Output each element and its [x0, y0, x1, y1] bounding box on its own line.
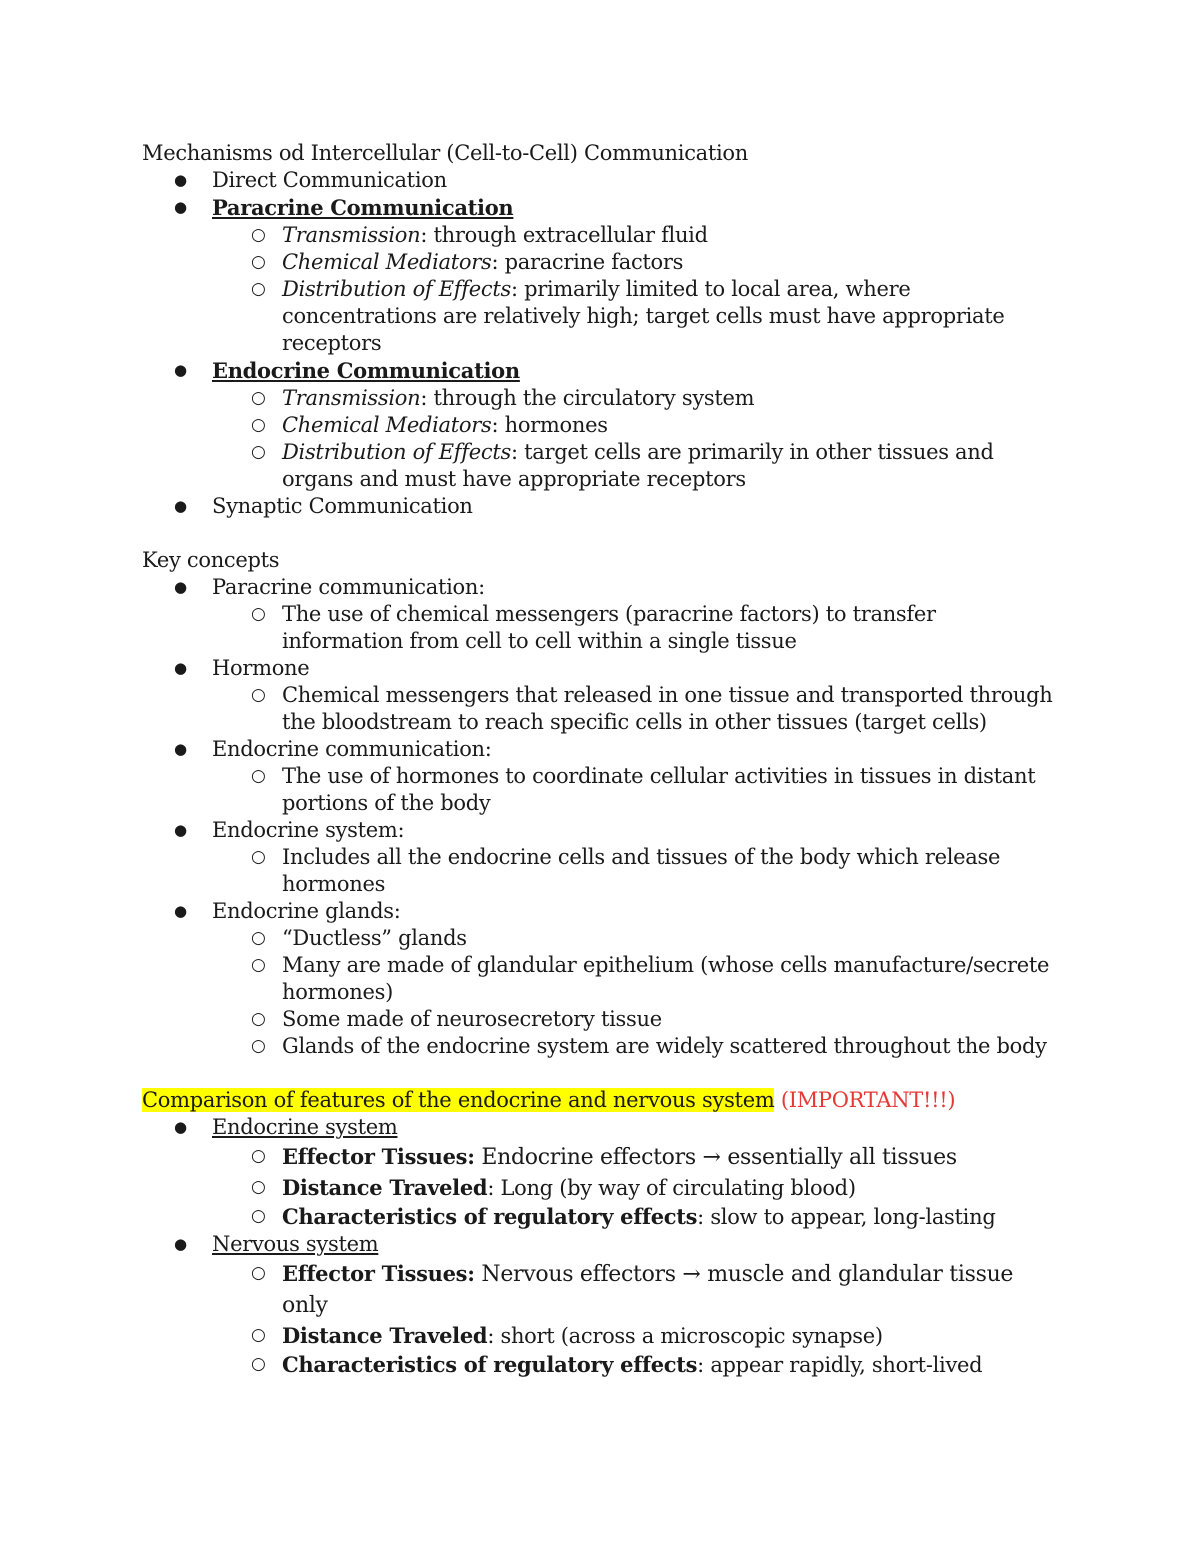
section-title-mechanisms: Mechanisms od Intercellular (Cell-to-Cell) Communication [142, 141, 749, 165]
comparison-title-highlighted: Comparison of features of the endocrine and nervous system [142, 1088, 775, 1112]
bullet-icon: ● [174, 198, 187, 216]
transmission-text: : through the circulatory system [420, 386, 755, 410]
distance-text: : Long (by way of circulating blood) [487, 1176, 856, 1200]
key-concepts-list [142, 574, 1062, 1060]
circle-bullet-icon: ○ [251, 279, 266, 299]
circle-bullet-icon: ○ [251, 1263, 266, 1283]
characteristics-label: Characteristics of regulatory effects [282, 1204, 698, 1229]
spacer [142, 1060, 1062, 1087]
circle-bullet-icon: ○ [251, 766, 266, 786]
item-synaptic-communication: Synaptic Communication [212, 494, 473, 518]
sublist-item [212, 601, 1062, 655]
circle-bullet-icon: ○ [251, 225, 266, 245]
item-paracrine-communication: Paracrine Communication [212, 195, 514, 220]
comparison-list [142, 1114, 1062, 1379]
list-item [142, 898, 1062, 1060]
sublist-item [212, 1033, 1062, 1060]
bullet-icon: ● [174, 171, 187, 189]
bullet-icon: ● [174, 902, 187, 920]
characteristics-text: : slow to appear, long-lasting [697, 1205, 996, 1229]
sublist-item [212, 682, 1062, 736]
distance-label: Distance Traveled [282, 1175, 488, 1200]
concept-endocrine-communication-sublist [212, 763, 1062, 817]
circle-bullet-icon: ○ [251, 1009, 266, 1029]
circle-bullet-icon: ○ [251, 1206, 266, 1226]
concept-hormone-label: Hormone [212, 656, 310, 680]
section-title-key-concepts: Key concepts [142, 548, 280, 572]
distribution-text: : target cells are primarily in other tissues and organs and must have appropriate receptors [282, 440, 994, 491]
comparison-endocrine-sublist [212, 1141, 1062, 1231]
bullet-icon: ● [174, 740, 187, 758]
sublist-item [212, 412, 1062, 439]
circle-bullet-icon: ○ [251, 442, 266, 462]
sublist-item [212, 763, 1062, 817]
endocrine-sublist [212, 385, 1062, 493]
circle-bullet-icon: ○ [251, 604, 266, 624]
circle-bullet-icon: ○ [251, 252, 266, 272]
effector-label: Effector Tissues: [282, 1144, 475, 1169]
comparison-nervous-label: Nervous system [212, 1232, 379, 1256]
comparison-endocrine-label: Endocrine system [212, 1115, 398, 1139]
concept-hormone-definition: Chemical messengers that released in one tissue and transported through the bloodstream to reach specific cells in other tissues (target cells) [282, 683, 1053, 734]
mediators-label: Chemical Mediators [282, 250, 492, 274]
concept-paracrine-sublist [212, 601, 1062, 655]
mediators-text: : paracrine factors [491, 250, 684, 274]
sublist-item [212, 844, 1062, 898]
characteristics-text: : appear rapidly, short-lived [697, 1353, 983, 1377]
sublist-item [212, 1141, 1062, 1173]
sublist-item [212, 925, 1062, 952]
bullet-icon: ● [174, 578, 187, 596]
circle-bullet-icon: ○ [251, 1036, 266, 1056]
circle-bullet-icon: ○ [251, 847, 266, 867]
distance-label: Distance Traveled [282, 1323, 488, 1348]
effector-label: Effector Tissues: [282, 1261, 475, 1286]
list-item [142, 1231, 1062, 1379]
circle-bullet-icon: ○ [251, 1146, 266, 1166]
list-item [142, 817, 1062, 898]
glands-point: Some made of neurosecretory tissue [282, 1007, 662, 1031]
circle-bullet-icon: ○ [251, 415, 266, 435]
bullet-icon: ● [174, 497, 187, 515]
item-direct-communication: Direct Communication [212, 168, 447, 192]
concept-endocrine-system-label: Endocrine system: [212, 818, 405, 842]
transmission-text: : through extracellular fluid [420, 223, 708, 247]
concept-paracrine-definition: The use of chemical messengers (paracrine factors) to transfer information from cell to cell within a single tissue [282, 602, 936, 653]
document-page [142, 140, 1062, 1379]
sublist-item [212, 1321, 1062, 1351]
mediators-label: Chemical Mediators [282, 413, 492, 437]
circle-bullet-icon: ○ [251, 928, 266, 948]
sublist-item [212, 249, 1062, 276]
mechanisms-list [142, 167, 1062, 520]
paracrine-sublist [212, 222, 1062, 357]
sublist-item [212, 439, 1062, 493]
glands-point: “Ductless” glands [282, 926, 467, 950]
bullet-icon: ● [174, 659, 187, 677]
circle-bullet-icon: ○ [251, 1177, 266, 1197]
sublist-item [212, 385, 1062, 412]
transmission-label: Transmission [282, 223, 421, 247]
mediators-text: : hormones [491, 413, 608, 437]
effector-text: Nervous effectors → muscle and glandular tissue only [282, 1262, 1014, 1318]
characteristics-label: Characteristics of regulatory effects [282, 1352, 698, 1377]
distribution-text: : primarily limited to local area, where concentrations are relatively high; target cells must have appropriate receptors [282, 277, 1005, 355]
concept-endocrine-communication-definition: The use of hormones to coordinate cellular activities in tissues in distant portions of the body [282, 764, 1036, 815]
bullet-icon: ● [174, 361, 187, 379]
item-endocrine-communication: Endocrine Communication [212, 358, 520, 383]
bullet-icon: ● [174, 1118, 187, 1136]
list-item [142, 736, 1062, 817]
list-item [142, 655, 1062, 736]
comparison-nervous-sublist [212, 1258, 1062, 1379]
list-item [142, 1114, 1062, 1231]
concept-endocrine-glands-label: Endocrine glands: [212, 899, 401, 923]
list-item [142, 194, 1062, 357]
distribution-label: Distribution of Effects [282, 440, 511, 464]
circle-bullet-icon: ○ [251, 1354, 266, 1374]
concept-hormone-sublist [212, 682, 1062, 736]
sublist-item [212, 276, 1062, 357]
section-title-comparison [142, 1087, 1062, 1114]
sublist-item [212, 1203, 1062, 1231]
effector-text: Endocrine effectors → essentially all tissues [474, 1145, 957, 1170]
concept-endocrine-communication-label: Endocrine communication: [212, 737, 492, 761]
sublist-item [212, 1173, 1062, 1203]
transmission-label: Transmission [282, 386, 421, 410]
list-item [142, 493, 1062, 520]
sublist-item [212, 1351, 1062, 1379]
concept-endocrine-system-definition: Includes all the endocrine cells and tissues of the body which release hormones [282, 845, 1001, 896]
sublist-item [212, 1006, 1062, 1033]
circle-bullet-icon: ○ [251, 685, 266, 705]
glands-point: Many are made of glandular epithelium (whose cells manufacture/secrete hormones) [282, 953, 1050, 1004]
circle-bullet-icon: ○ [251, 1325, 266, 1345]
sublist-item [212, 222, 1062, 249]
glands-point: Glands of the endocrine system are widely scattered throughout the body [282, 1034, 1047, 1058]
circle-bullet-icon: ○ [251, 955, 266, 975]
list-item [142, 167, 1062, 194]
sublist-item [212, 1258, 1062, 1321]
bullet-icon: ● [174, 1235, 187, 1253]
sublist-item [212, 952, 1062, 1006]
spacer [142, 520, 1062, 547]
list-item [142, 357, 1062, 493]
distribution-label: Distribution of Effects [282, 277, 511, 301]
bullet-icon: ● [174, 821, 187, 839]
concept-paracrine-label: Paracrine communication: [212, 575, 485, 599]
concept-endocrine-system-sublist [212, 844, 1062, 898]
distance-text: : short (across a microscopic synapse) [487, 1324, 883, 1348]
circle-bullet-icon: ○ [251, 388, 266, 408]
important-note: (IMPORTANT!!!) [774, 1088, 956, 1112]
list-item [142, 574, 1062, 655]
concept-endocrine-glands-sublist [212, 925, 1062, 1060]
